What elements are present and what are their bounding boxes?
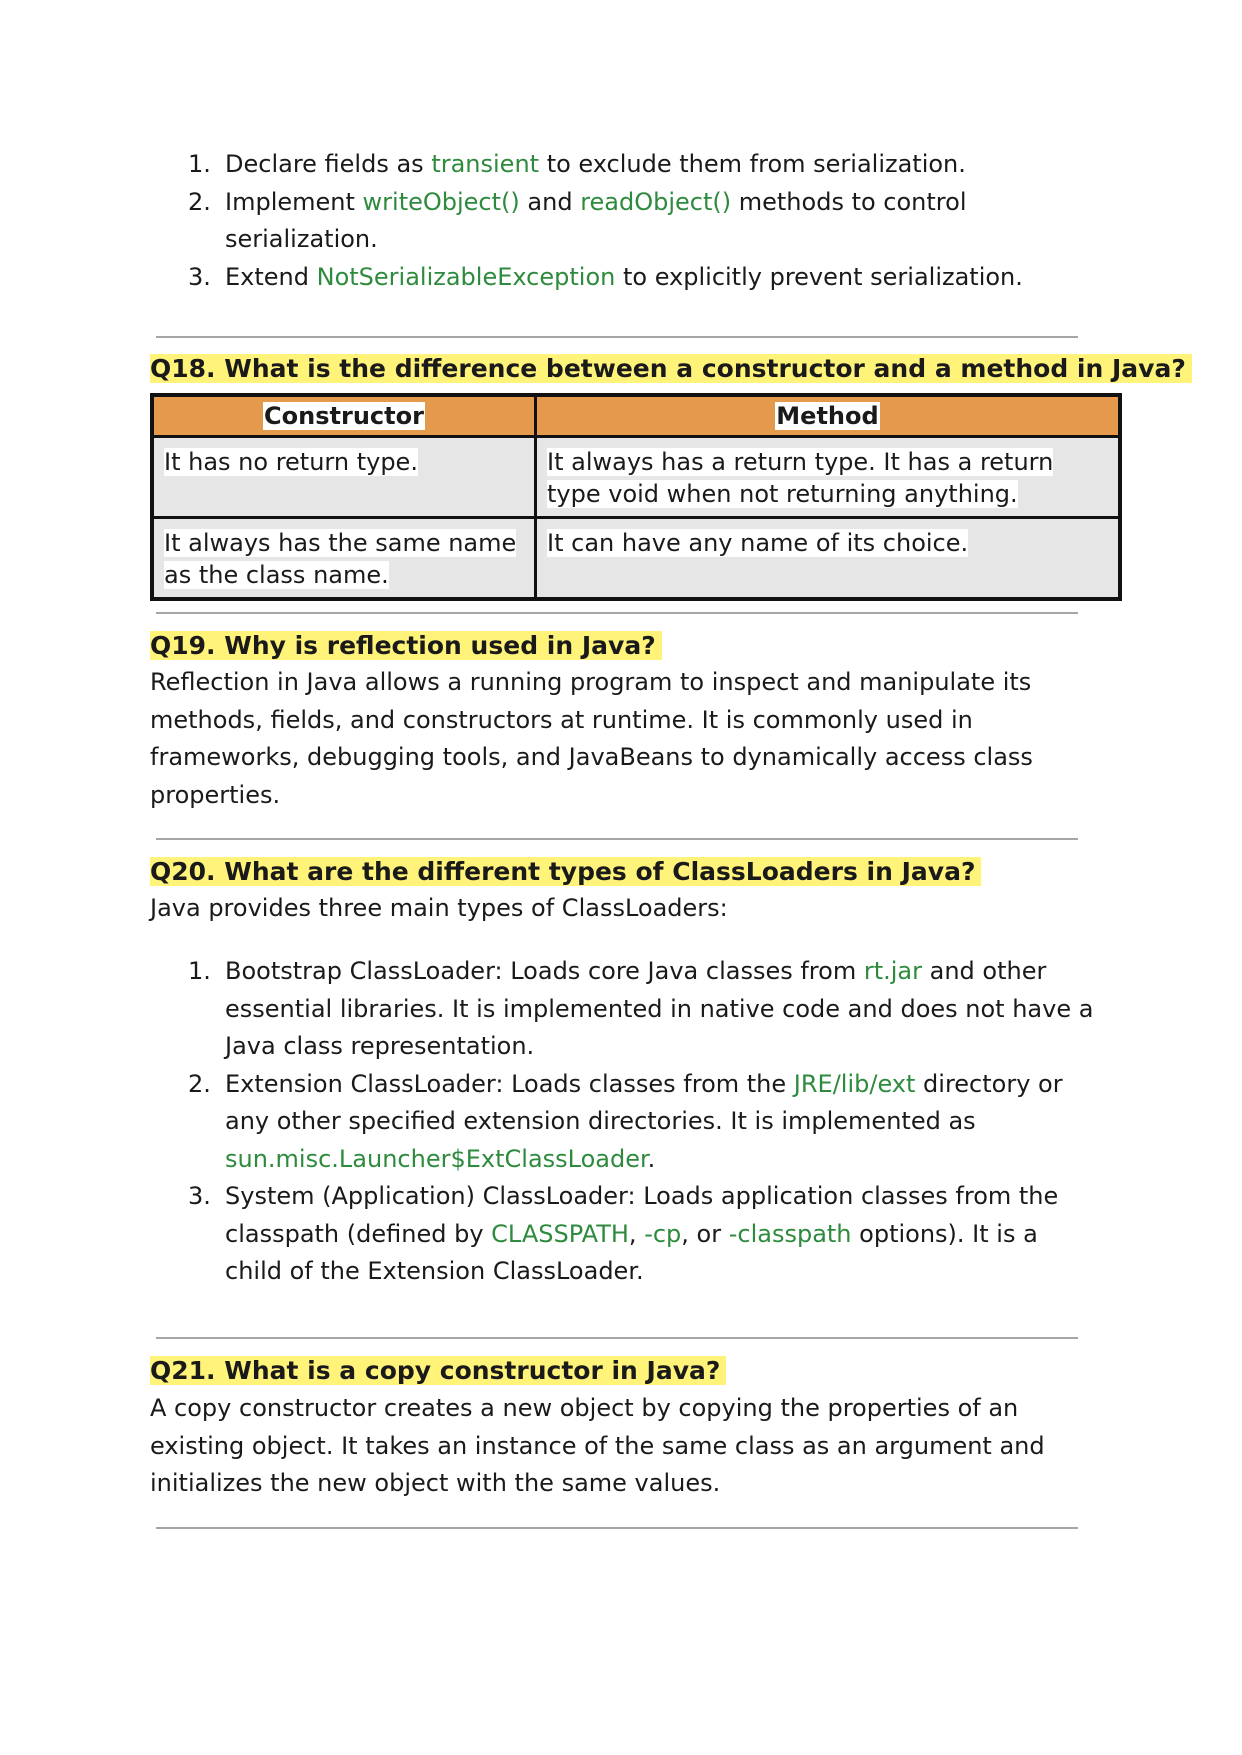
table-cell: It can have any name of its choice.: [536, 518, 1121, 600]
q19-answer: Reflection in Java allows a running program to inspect and manipulate its methods, fields, and constructors at runtime. It is commonly used in frameworks, debugging tools, and JavaBeans to dynamically access class properties.: [150, 668, 1033, 809]
list-item-text: methods to control serialization.: [225, 187, 967, 253]
table-cell: It has no return type.: [152, 437, 536, 518]
code-term: writeObject(): [362, 187, 520, 216]
list-item-text: options). It is a child of the Extension ClassLoader.: [225, 1219, 1038, 1285]
q21-heading-text: Q21. What is a copy constructor in Java?: [150, 1356, 726, 1385]
q21-heading: [150, 1352, 726, 1390]
list-item: [150, 184, 1100, 259]
list-item-text: Declare fields as: [225, 150, 432, 178]
list-item-text: Bootstrap ClassLoader: Loads core Java classes from: [225, 957, 864, 985]
code-term: sun.misc.Launcher$ExtClassLoader: [225, 1144, 648, 1173]
section-divider: [156, 1527, 1078, 1529]
section-divider: [156, 1337, 1078, 1339]
section-divider: [156, 612, 1078, 614]
list-item-text: Implement: [225, 187, 363, 216]
constructor-vs-method-table: [150, 393, 1122, 601]
list-item-number: 2.: [188, 187, 211, 216]
table-row: [152, 518, 1120, 600]
list-item-text: , or: [681, 1219, 729, 1248]
table-cell: It always has a return type. It has a return type void when not returning anything.: [536, 437, 1121, 518]
table-row: [152, 437, 1120, 518]
classloader-types-list: [150, 953, 1100, 1291]
q20-intro: Java provides three main types of ClassLoaders:: [150, 894, 728, 922]
serialization-steps-list: [150, 146, 1100, 296]
list-item-text: directory or any other specified extension directories. It is implemented as: [225, 1069, 1063, 1135]
list-item: [150, 1178, 1100, 1291]
list-item: [150, 259, 1100, 297]
column-header-method: Method: [536, 395, 1121, 437]
list-item: [150, 146, 1100, 184]
table-cell: It always has the same name as the class name.: [152, 518, 536, 600]
code-term: CLASSPATH: [491, 1219, 629, 1248]
list-item: [150, 953, 1100, 1066]
code-term: transient: [431, 150, 540, 178]
code-term: -cp: [644, 1219, 682, 1248]
list-item-number: 1.: [188, 150, 211, 178]
q19-heading: [150, 627, 662, 665]
list-item-text: and: [519, 187, 581, 216]
code-term: rt.jar: [863, 957, 922, 985]
list-item-text: ,: [628, 1219, 645, 1248]
list-item-text: to exclude them from serialization.: [539, 150, 966, 178]
list-item: [150, 1066, 1100, 1179]
list-item-number: 2.: [188, 1069, 211, 1098]
code-term: readObject(): [580, 187, 732, 216]
q20-heading-text: Q20. What are the different types of ClassLoaders in Java?: [150, 857, 981, 886]
list-item-text: Extension ClassLoader: Loads classes from the: [225, 1069, 794, 1098]
section-divider: [156, 838, 1078, 840]
table-header-row: [152, 395, 1120, 437]
list-item-number: 3.: [188, 1182, 211, 1210]
column-header-constructor: Constructor: [152, 395, 536, 437]
list-item-text: .: [647, 1144, 656, 1173]
q18-heading-text: Q18. What is the difference between a constructor and a method in Java?: [150, 354, 1192, 383]
list-item-number: 3.: [188, 262, 211, 291]
code-term: -classpath: [728, 1219, 852, 1248]
list-item-text: and other essential libraries. It is implemented in native code and does not have a Java class representation.: [225, 957, 1094, 1060]
q18-heading: [150, 350, 1192, 388]
list-item-text: System (Application) ClassLoader: Loads application classes from the classpath (defined by: [225, 1182, 1059, 1248]
section-divider: [156, 336, 1078, 338]
list-item-text: Extend: [225, 262, 317, 291]
code-term: NotSerializableException: [316, 262, 616, 291]
q21-answer: A copy constructor creates a new object by copying the properties of an existing object. It takes an instance of the same class as an argument and initializes the new object with the same values.: [150, 1394, 1045, 1497]
list-item-number: 1.: [188, 957, 211, 985]
list-item-text: to explicitly prevent serialization.: [615, 262, 1023, 291]
q20-heading: [150, 853, 981, 891]
code-term: JRE/lib/ext: [793, 1069, 916, 1098]
q19-heading-text: Q19. Why is reflection used in Java?: [150, 631, 662, 660]
